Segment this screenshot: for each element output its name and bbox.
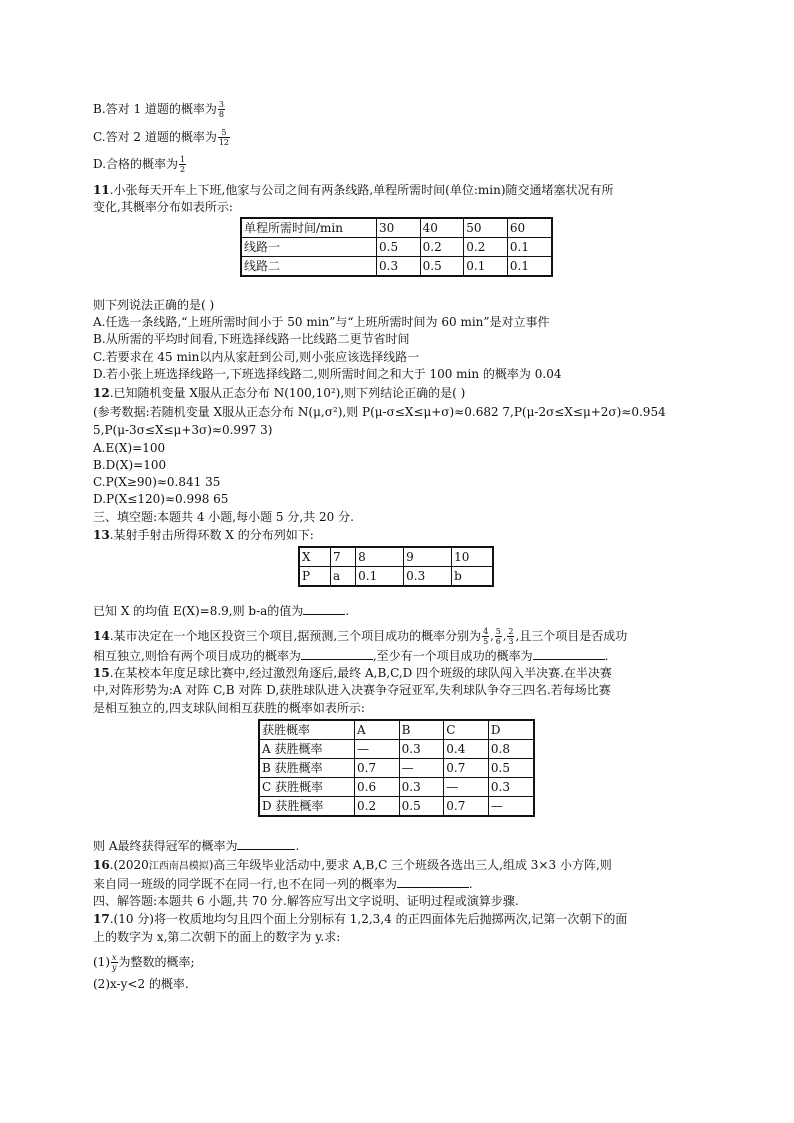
table-row: P a 0.1 0.3 b: [299, 567, 493, 587]
q15-table: [258, 719, 535, 817]
q11-option-a: A.任选一条线路,“上班所需时间小于 50 min”与“上班所需时间为 60 min”是对立事件: [93, 315, 550, 329]
q12-option-a: A.E(X)=100: [93, 441, 166, 455]
fraction: $\frac{1}{2}$: [180, 155, 186, 174]
q12-line1: 12.已知随机变量 X服从正态分布 N(100,10²),则下列结论正确的是( ): [93, 386, 466, 400]
q15-line3: 是相互独立的,四支球队间相互获胜的概率如表所示:: [93, 701, 365, 715]
answer-blank: [301, 647, 373, 660]
q13-line1: 13.某射手射击所得环数 X 的分布列如下:: [93, 528, 314, 542]
table-row: 线路二 0.3 0.5 0.1 0.1: [241, 257, 552, 277]
q12-option-c: C.P(X≥90)≈0.841 35: [93, 475, 221, 489]
section-4-heading: 四、解答题:本题共 6 小题,共 70 分.解答应写出文字说明、证明过程或演算步骤.: [93, 894, 519, 908]
answer-blank: [397, 875, 469, 888]
table-row: A 获胜概率 — 0.3 0.4 0.8: [259, 740, 534, 759]
q10-option-c: C.答对 2 道题的概率为 $\frac{5}{12}$: [93, 128, 230, 147]
q11-line2: 变化,其概率分布如表所示:: [93, 200, 233, 214]
q12-line2: (参考数据:若随机变量 X服从正态分布 N(μ,σ²),则 P(μ-σ≤X≤μ+σ)≈0.682 7,P(μ-2σ≤X≤μ+2σ)≈0.954: [93, 405, 666, 419]
q11-option-c: C.若要求在 45 min以内从家赶到公司,则小张应该选择线路一: [93, 350, 420, 364]
table-row: X 7 8 9 10: [299, 547, 493, 567]
q17-part1: (1) $\frac{x}{y}$ 为整数的概率;: [93, 953, 195, 972]
table-row: 线路一 0.5 0.2 0.2 0.1: [241, 238, 552, 257]
q14-line1: 14.某市决定在一个地区投资三个项目,据预测,三个项目成功的概率分别为 $\frac{4}{5}$ , $\frac{5}{6}$ , $\frac{2}{3}$ ,且三个项目是否成功: [93, 627, 628, 646]
q11-line1: 11.小张每天开车上下班,他家与公司之间有两条线路,单程所需时间(单位:min)随交通堵塞状况有所: [93, 183, 614, 197]
fraction: $\frac{3}{8}$: [218, 100, 224, 119]
q10-option-d: D.合格的概率为 $\frac{1}{2}$: [93, 155, 186, 174]
q15-line4: 则 A最终获得冠军的概率为 .: [93, 839, 300, 853]
table-row: C 获胜概率 0.6 0.3 — 0.3: [259, 778, 534, 797]
table-row: B 获胜概率 0.7 — 0.7 0.5: [259, 759, 534, 778]
q13-line2: 已知 X 的均值 E(X)=8.9,则 b-a的值为 .: [93, 604, 350, 618]
section-3-heading: 三、填空题:本题共 4 小题,每小题 5 分,共 20 分.: [93, 510, 354, 524]
q10-option-b: B.答对 1 道题的概率为 $\frac{3}{8}$: [93, 100, 224, 119]
answer-blank: [533, 647, 605, 660]
fraction: $\frac{x}{y}$: [112, 953, 117, 972]
q16-line1: 16.(2020江西南昌模拟)高三年级毕业活动中,要求 A,B,C 三个班级各选出三人,组成 3×3 小方阵,则: [93, 858, 612, 872]
q17-part2: (2)x-y<2 的概率.: [93, 977, 189, 991]
table-header-row: 获胜概率 A B C D: [259, 720, 534, 740]
q12-option-d: D.P(X≤120)≈0.998 65: [93, 492, 229, 506]
fraction: $\frac{5}{6}$: [495, 627, 501, 646]
q14-line2: 相互独立,则恰有两个项目成功的概率为 ,至少有一个项目成功的概率为 .: [93, 649, 609, 663]
answer-blank: [303, 602, 345, 615]
q16-line2: 来自同一班级的同学既不在同一行,也不在同一列的概率为 .: [93, 877, 473, 891]
answer-blank: [237, 837, 295, 850]
q12-option-b: B.D(X)=100: [93, 458, 167, 472]
q11-option-d: D.若小张上班选择线路一,下班选择线路二,则所需时间之和大于 100 min 的概率为 0.04: [93, 367, 562, 381]
q11-table: [240, 217, 553, 277]
q15-line2: 中,对阵形势为:A 对阵 C,B 对阵 D,获胜球队进入决赛争夺冠亚军,失利球队争夺三四名.若每场比赛: [93, 683, 611, 697]
fraction: $\frac{5}{12}$: [218, 128, 230, 147]
q17-line1: 17.(10 分)将一枚质地均匀且四个面上分别标有 1,2,3,4 的正四面体先后抛掷两次,记第一次朝下的面: [93, 912, 628, 926]
q11-option-b: B.从所需的平均时间看,下班选择线路一比线路二更节省时间: [93, 332, 410, 346]
table-row: D 获胜概率 0.2 0.5 0.7 —: [259, 797, 534, 817]
fraction: $\frac{2}{3}$: [508, 627, 514, 646]
fraction: $\frac{4}{5}$: [483, 627, 489, 646]
q17-line2: 上的数字为 x,第二次朝下的面上的数字为 y.求:: [93, 930, 341, 944]
q13-table: [298, 546, 494, 587]
q15-line1: 15.在某校本年度足球比赛中,经过激烈角逐后,最终 A,B,C,D 四个班级的球队闯入半决赛.在半决赛: [93, 666, 612, 680]
q11-stem: 则下列说法正确的是( ): [93, 298, 215, 312]
source-label: 江西南昌模拟: [148, 861, 209, 872]
q12-line3: 5,P(μ-3σ≤X≤μ+3σ)≈0.997 3): [93, 423, 273, 437]
table-header-row: 单程所需时间/min 30 40 50 60: [241, 218, 552, 238]
